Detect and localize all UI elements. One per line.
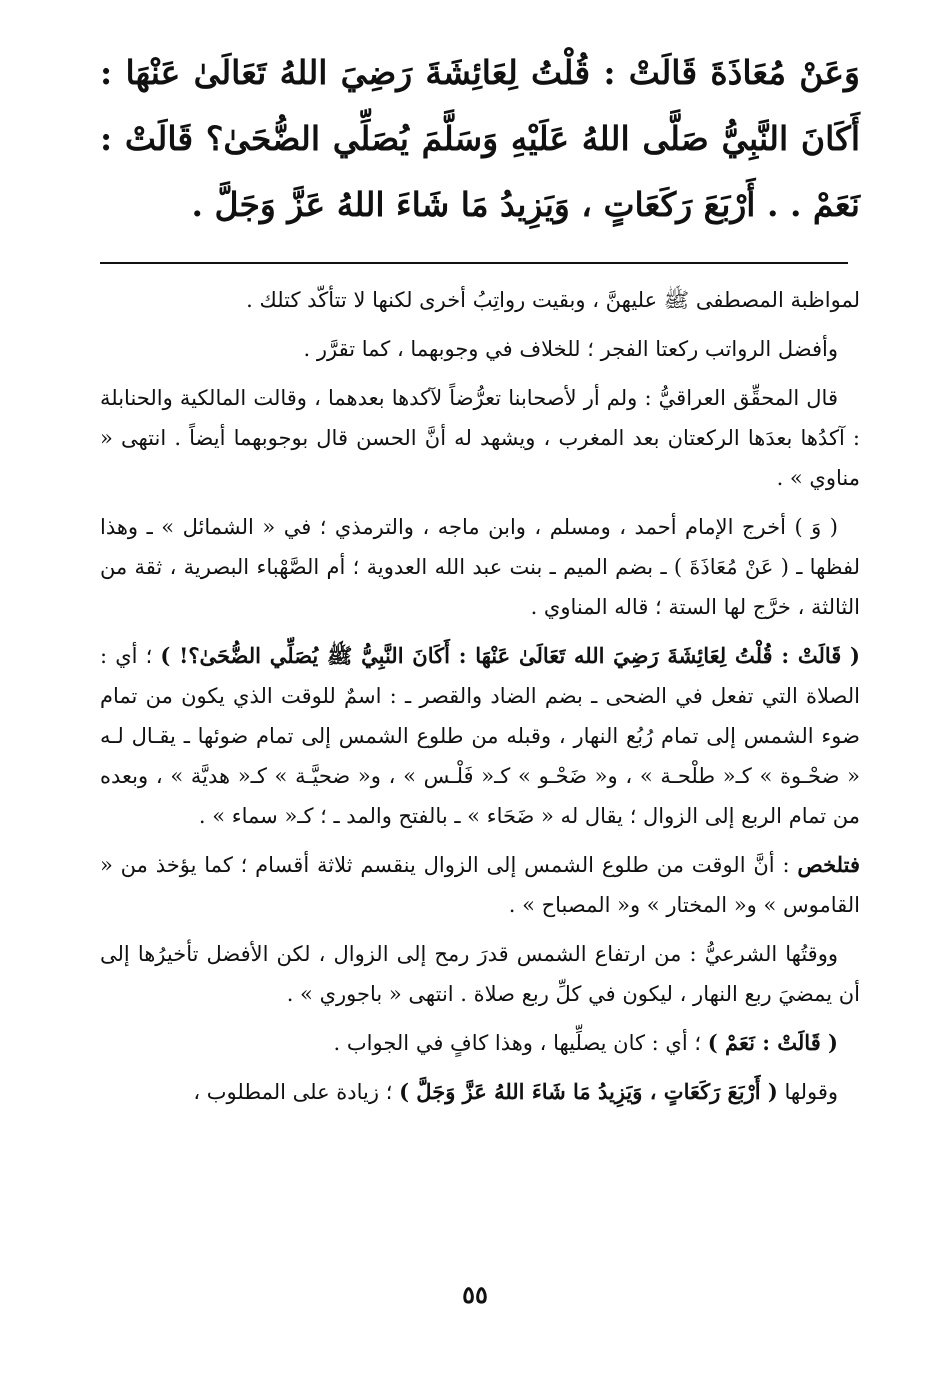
quoted-matn: ( أَرْبَعَ رَكَعَاتٍ ، وَيَزِيدُ مَا شَاءَ اللهُ عَزَّ وَجَلَّ ) bbox=[399, 1079, 778, 1104]
commentary-paragraph bbox=[100, 636, 860, 836]
summary-keyword: فتلخص bbox=[797, 852, 860, 877]
quoted-matn: ( قَالَتْ : قُلْتُ لِعَائِشَةَ رَضِيَ الله تَعَالَىٰ عَنْهَا : أَكَانَ النَّبِيُّ ﷺ يُصَلِّي الضُّحَىٰ؟! ) bbox=[160, 643, 860, 668]
commentary-explanation: ؛ أي : كان يصلِّيها ، وهذا كافٍ في الجواب . bbox=[333, 1031, 708, 1055]
commentary-explanation: ؛ أي : الصلاة التي تفعل في الضحى ـ بضم الضاد والقصر ـ : اسمٌ للوقت الذي يكون من تمام ضوء الشمس إلى تمام رُبُع النهار ، وقبله من طلوع الشمس إلى تمام ضوئها ـ يقـال لـه « ضحْـوة » كـ« طلْحـة » ، و« ضَحْـو » كـ« فَلْـس » ، و« ضحيَّـة » كـ« هديَّة » ، وبعده من تمام الربع إلى الزوال ؛ يقال له « ضَحَاء » ـ بالفتح والمد ـ ؛ كـ« سماء » . bbox=[100, 644, 860, 828]
commentary-paragraph: قال المحقِّق العراقيُّ : ولم أر لأصحابنا تعرُّضاً لآكدها بعدهما ، وقالت المالكية والحنابلة : آكدُها بعدَها الركعتان بعد المغرب ، ويشهد له أنَّ الحسن قال بوجوبهما أيضاً . انتهى « مناوي » . bbox=[100, 386, 860, 490]
commentary-explanation: ؛ زيادة على المطلوب ، bbox=[193, 1080, 400, 1104]
commentary-intro: وقولها bbox=[777, 1080, 838, 1104]
page-number: ٥٥ bbox=[462, 1280, 488, 1309]
page bbox=[100, 40, 860, 1121]
commentary bbox=[100, 280, 860, 1112]
commentary-paragraph: وأفضل الرواتب ركعتا الفجر ؛ للخلاف في وجوبهما ، كما تقرَّر . bbox=[303, 337, 838, 361]
commentary-paragraph: ( وَ ) أخرج الإمام أحمد ، ومسلم ، وابن ماجه ، والترمذي ؛ في « الشمائل » ـ وهذا لفظها ـ ( عَنْ مُعَاذَةَ ) ـ بضم الميم ـ بنت عبد الله العدوية ؛ أم الصَّهْباء البصرية ، ثقة من الثالثة ، خرَّج لها الستة ؛ قاله المناوي . bbox=[100, 515, 860, 619]
commentary-paragraph: لمواظبة المصطفى ﷺ عليهنَّ ، وبقيت رواتِبُ أخرى لكنها لا تتأكّد كتلك . bbox=[246, 288, 860, 312]
quoted-matn: ( قَالَتْ : نَعَمْ ) bbox=[707, 1030, 838, 1055]
commentary-paragraph bbox=[100, 845, 860, 925]
commentary-paragraph bbox=[100, 1072, 860, 1112]
commentary-paragraph bbox=[100, 1023, 860, 1063]
footnote-divider bbox=[100, 262, 848, 264]
commentary-explanation: : أنَّ الوقت من طلوع الشمس إلى الزوال ينقسم ثلاثة أقسام ؛ كما يؤخذ من « القاموس » و« المختار » و« المصباح » . bbox=[100, 853, 860, 917]
commentary-paragraph: ووقتُها الشرعيُّ : من ارتفاع الشمس قدرَ رمح إلى الزوال ، لكن الأفضل تأخيرُها إلى أن يمضيَ ربع النهار ، ليكون في كلِّ ربع صلاة . انتهى « باجوري » . bbox=[100, 942, 860, 1006]
hadith-text: وَعَنْ مُعَاذَةَ قَالَتْ : قُلْتُ لِعَائِشَةَ رَضِيَ اللهُ تَعَالَىٰ عَنْهَا : أَكَانَ النَّبِيُّ صَلَّى اللهُ عَلَيْهِ وَسَلَّمَ يُصَلِّي الضُّحَىٰ؟ قَالَتْ : نَعَمْ . . أَرْبَعَ رَكَعَاتٍ ، وَيَزِيدُ مَا شَاءَ اللهُ عَزَّ وَجَلَّ . bbox=[100, 53, 860, 224]
